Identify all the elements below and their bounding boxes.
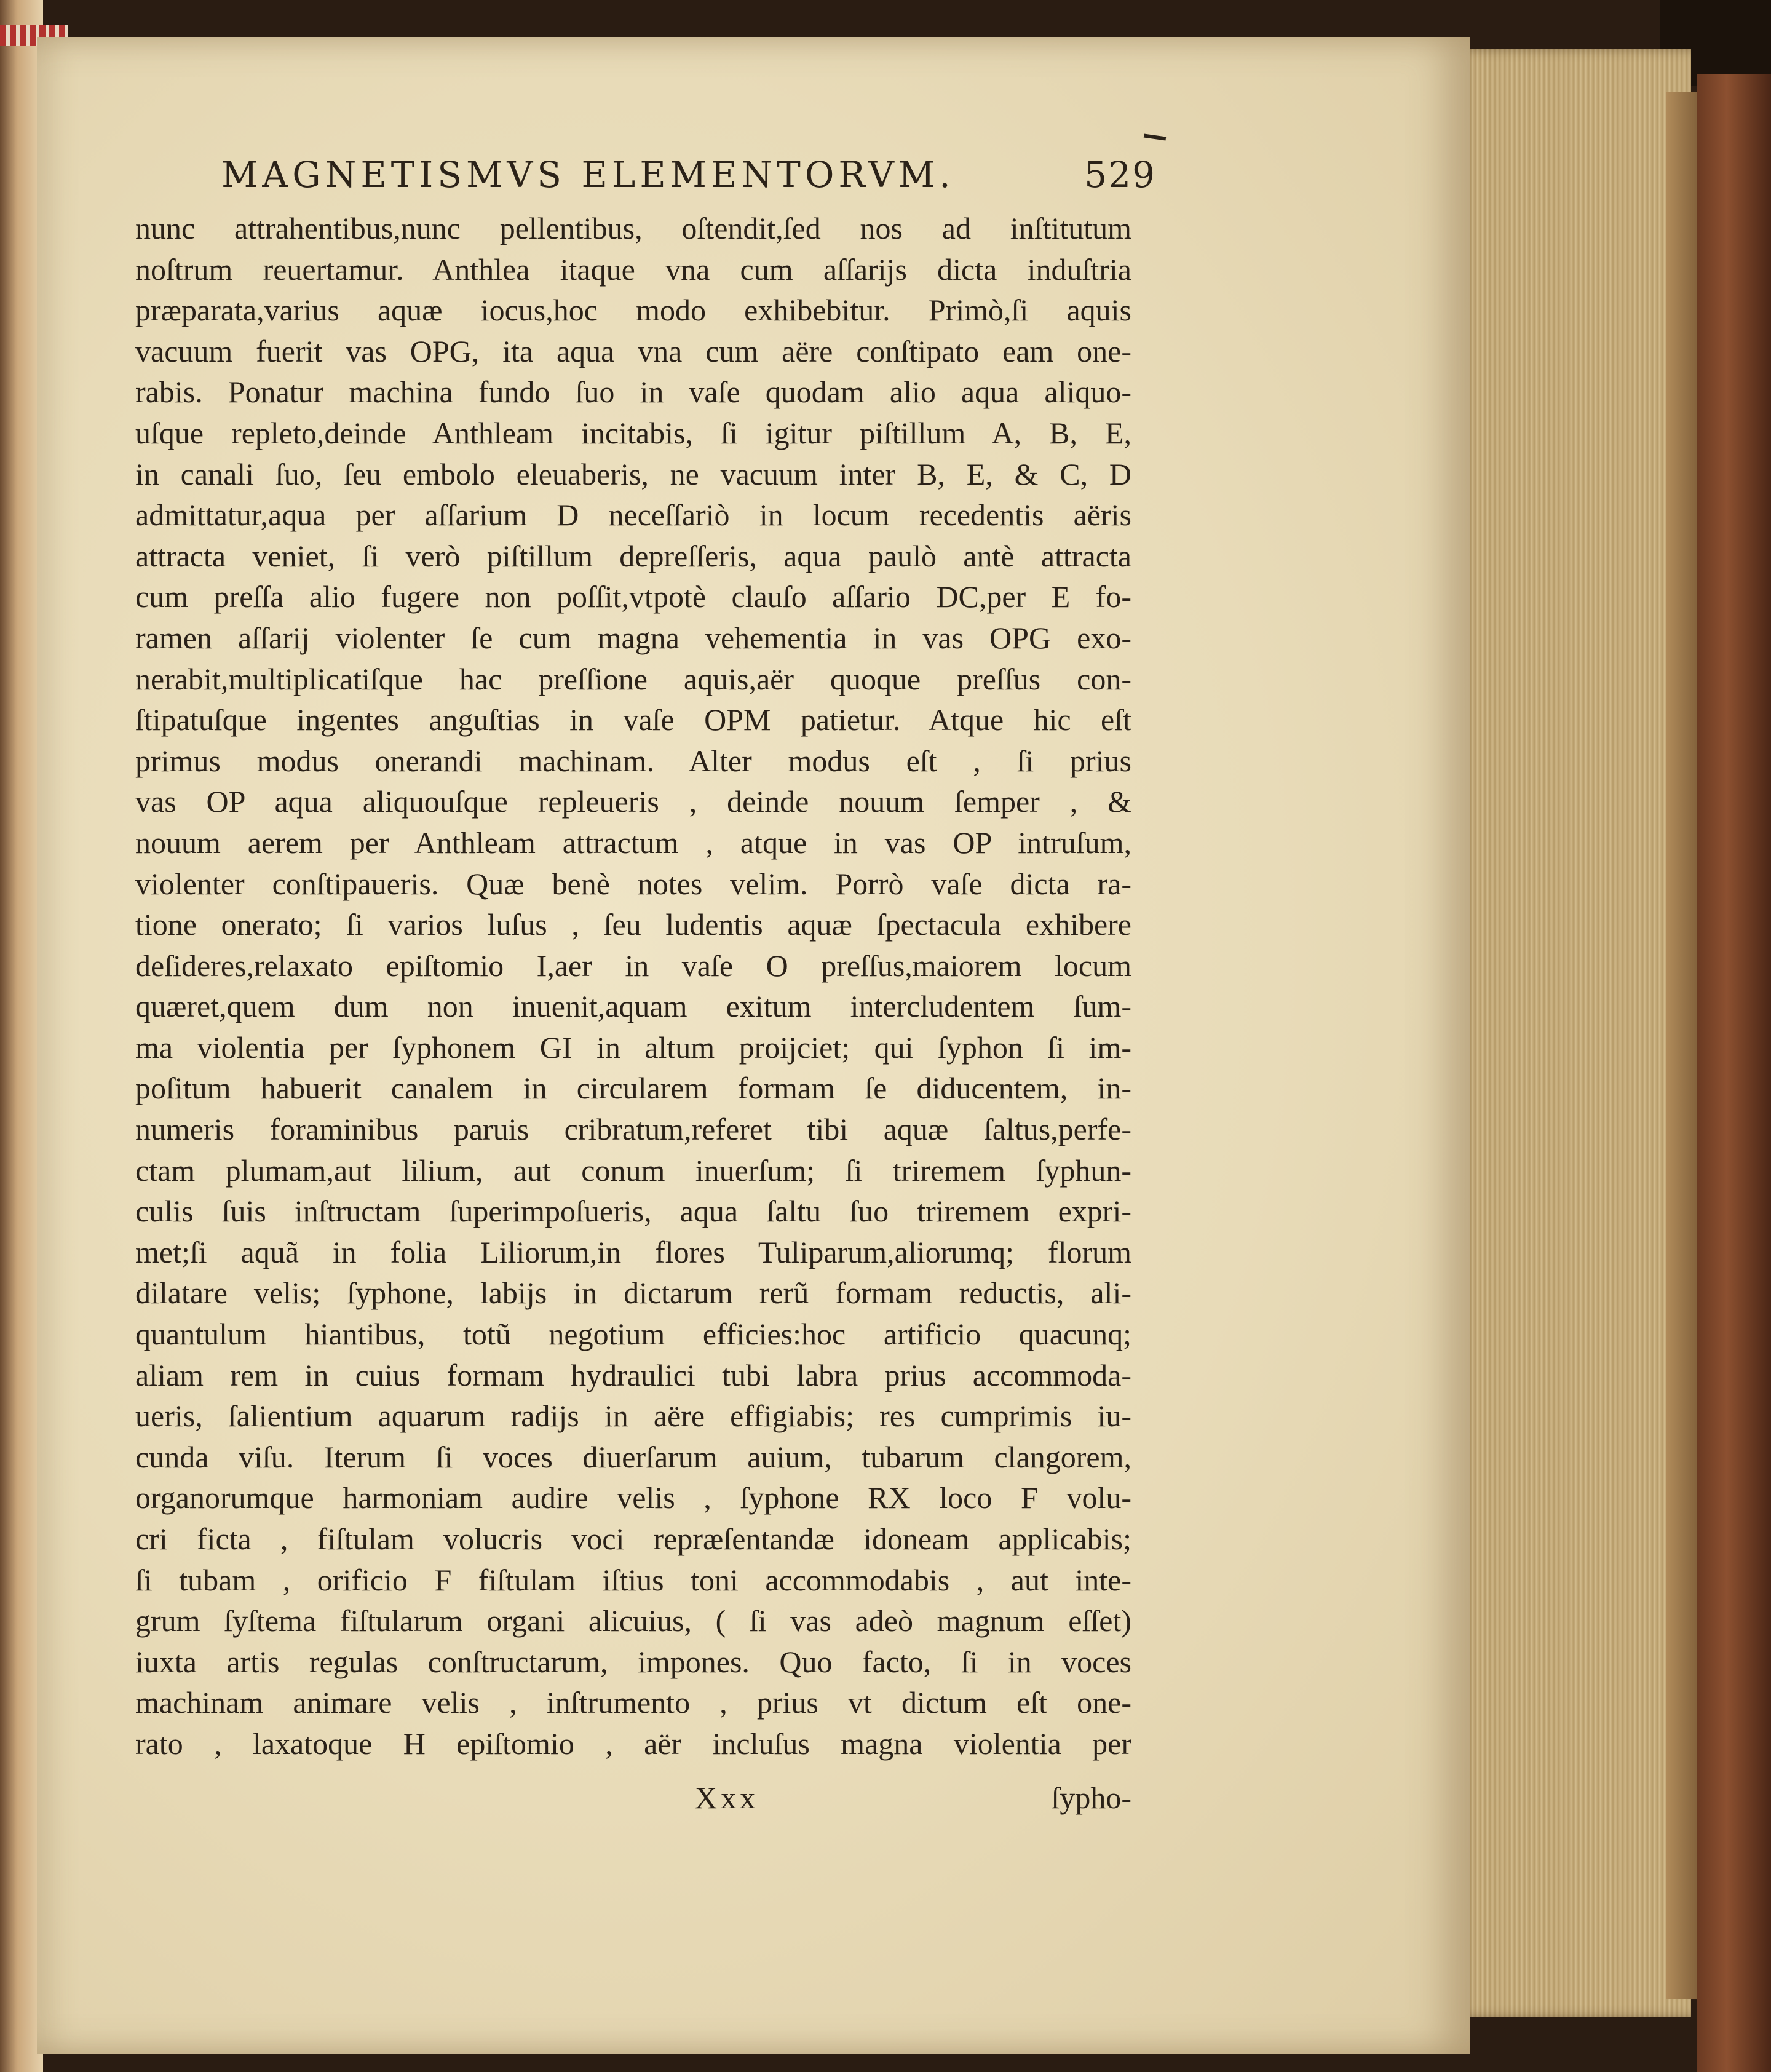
text-line: met;ſi aquã in folia Liliorum,in flores Tuliparum,aliorumq; florum (135, 1234, 1131, 1269)
page-stack-fore-edge (1457, 49, 1691, 2017)
text-line: machinam animare velis , inſtrumento , prius vt dictum eſt one- (135, 1685, 1131, 1720)
text-line: iuxta artis regulas conſtructarum, impones. Quo facto, ſi in voces (135, 1644, 1131, 1679)
text-line: ueris, ſalientium aquarum radijs in aëre effigiabis; res cumprimis iu- (135, 1399, 1131, 1434)
text-line: quantulum hiantibus, totũ negotium efficies:hoc artificio quacunq; (135, 1317, 1131, 1352)
body-text (135, 208, 1131, 1764)
text-line: in canali ſuo, ſeu embolo eleuaberis, ne vacuum inter B, E, & C, D (135, 456, 1131, 491)
text-line: aliam rem in cuius formam hydraulici tubi labra prius accommoda- (135, 1357, 1131, 1392)
text-line: rato , laxatoque H epiſtomio , aër incluſus magna violentia per (135, 1726, 1131, 1761)
book-binding (1697, 74, 1771, 2072)
signature-mark: Xxx (695, 1780, 759, 1815)
text-line: primus modus onerandi machinam. Alter modus eſt , ſi prius (135, 743, 1131, 778)
text-line: vas OP aqua aliquouſque repleueris , deinde nouum ſemper , & (135, 784, 1131, 819)
text-line: culis ſuis inſtructam ſuperimpoſueris, aqua ſaltu ſuo triremem expri- (135, 1194, 1131, 1229)
text-line: præparata,varius aquæ iocus,hoc modo exhibebitur. Primò,ſi aquis (135, 293, 1131, 328)
text-line: cunda viſu. Iterum ſi voces diuerſarum auium, tubarum clangorem, (135, 1439, 1131, 1474)
text-line: nouum aerem per Anthleam attractum , atque in vas OP intruſum, (135, 825, 1131, 860)
text-line: quæret,quem dum non inuenit,aquam exitum intercludentem ſum- (135, 989, 1131, 1024)
text-line: numeris foraminibus paruis cribratum,referet tibi aquæ ſaltus,perfe- (135, 1112, 1131, 1147)
page-header (221, 154, 1156, 196)
text-line: ſtipatuſque ingentes anguſtias in vaſe OPM patietur. Atque hic eſt (135, 702, 1131, 737)
text-line: ctam plumam,aut lilium, aut conum inuerſum; ſi triremem ſyphun- (135, 1153, 1131, 1188)
text-line: ma violentia per ſyphonem GI in altum proijciet; qui ſyphon ſi im- (135, 1030, 1131, 1065)
text-line: uſque repleto,deinde Anthleam incitabis, ſi igitur piſtillum A, B, E, (135, 415, 1131, 450)
text-line: admittatur,aqua per aſſarium D neceſſariò in locum recedentis aëris (135, 498, 1131, 533)
text-line: violenter conſtipaueris. Quæ benè notes velim. Porrò vaſe dicta ra- (135, 866, 1131, 901)
page-footer (135, 1780, 1131, 1823)
text-line: poſitum habuerit canalem in circularem formam ſe diducentem, in- (135, 1071, 1131, 1106)
catchword: ſypho- (1051, 1780, 1131, 1815)
text-line: attracta veniet, ſi verò piſtillum depreſſeris, aqua paulò antè attracta (135, 538, 1131, 573)
running-head: MAGNETISMVS ELEMENTORVM. (221, 154, 955, 196)
text-line: organorumque harmoniam audire velis , ſyphone RX loco F volu- (135, 1480, 1131, 1515)
text-line: nerabit,multiplicatiſque hac preſſione aquis,aër quoque preſſus con- (135, 661, 1131, 696)
text-line: rabis. Ponatur machina fundo ſuo in vaſe quodam alio aqua aliquo- (135, 375, 1131, 410)
text-line: dilatare velis; ſyphone, labijs in dictarum rerũ formam reductis, ali- (135, 1276, 1131, 1311)
text-line: nunc attrahentibus,nunc pellentibus, oſtendit,ſed nos ad inſtitutum (135, 211, 1131, 245)
page-number: 529 (1084, 154, 1156, 196)
text-line: cri ficta , fiſtulam volucris voci repræſentandæ idoneam applicabis; (135, 1522, 1131, 1556)
text-line: ſi tubam , orificio F fiſtulam iſtius toni accommodabis , aut inte- (135, 1562, 1131, 1597)
text-line: grum ſyſtema fiſtularum organi alicuius, ( ſi vas adeò magnum eſſet) (135, 1603, 1131, 1638)
text-line: tione onerato; ſi varios luſus , ſeu ludentis aquæ ſpectacula exhibere (135, 907, 1131, 942)
text-line: noſtrum reuertamur. Anthlea itaque vna cum aſſarijs dicta induſtria (135, 252, 1131, 287)
text-line: ramen aſſarij violenter ſe cum magna vehementia in vas OPG exo- (135, 620, 1131, 655)
text-line: deſideres,relaxato epiſtomio I,aer in vaſe O preſſus,maiorem locum (135, 948, 1131, 983)
text-line: vacuum fuerit vas OPG, ita aqua vna cum aëre conſtipato eam one- (135, 333, 1131, 368)
text-line: cum preſſa alio fugere non poſſit,vtpotè clauſo aſſario DC,per E fo- (135, 579, 1131, 614)
